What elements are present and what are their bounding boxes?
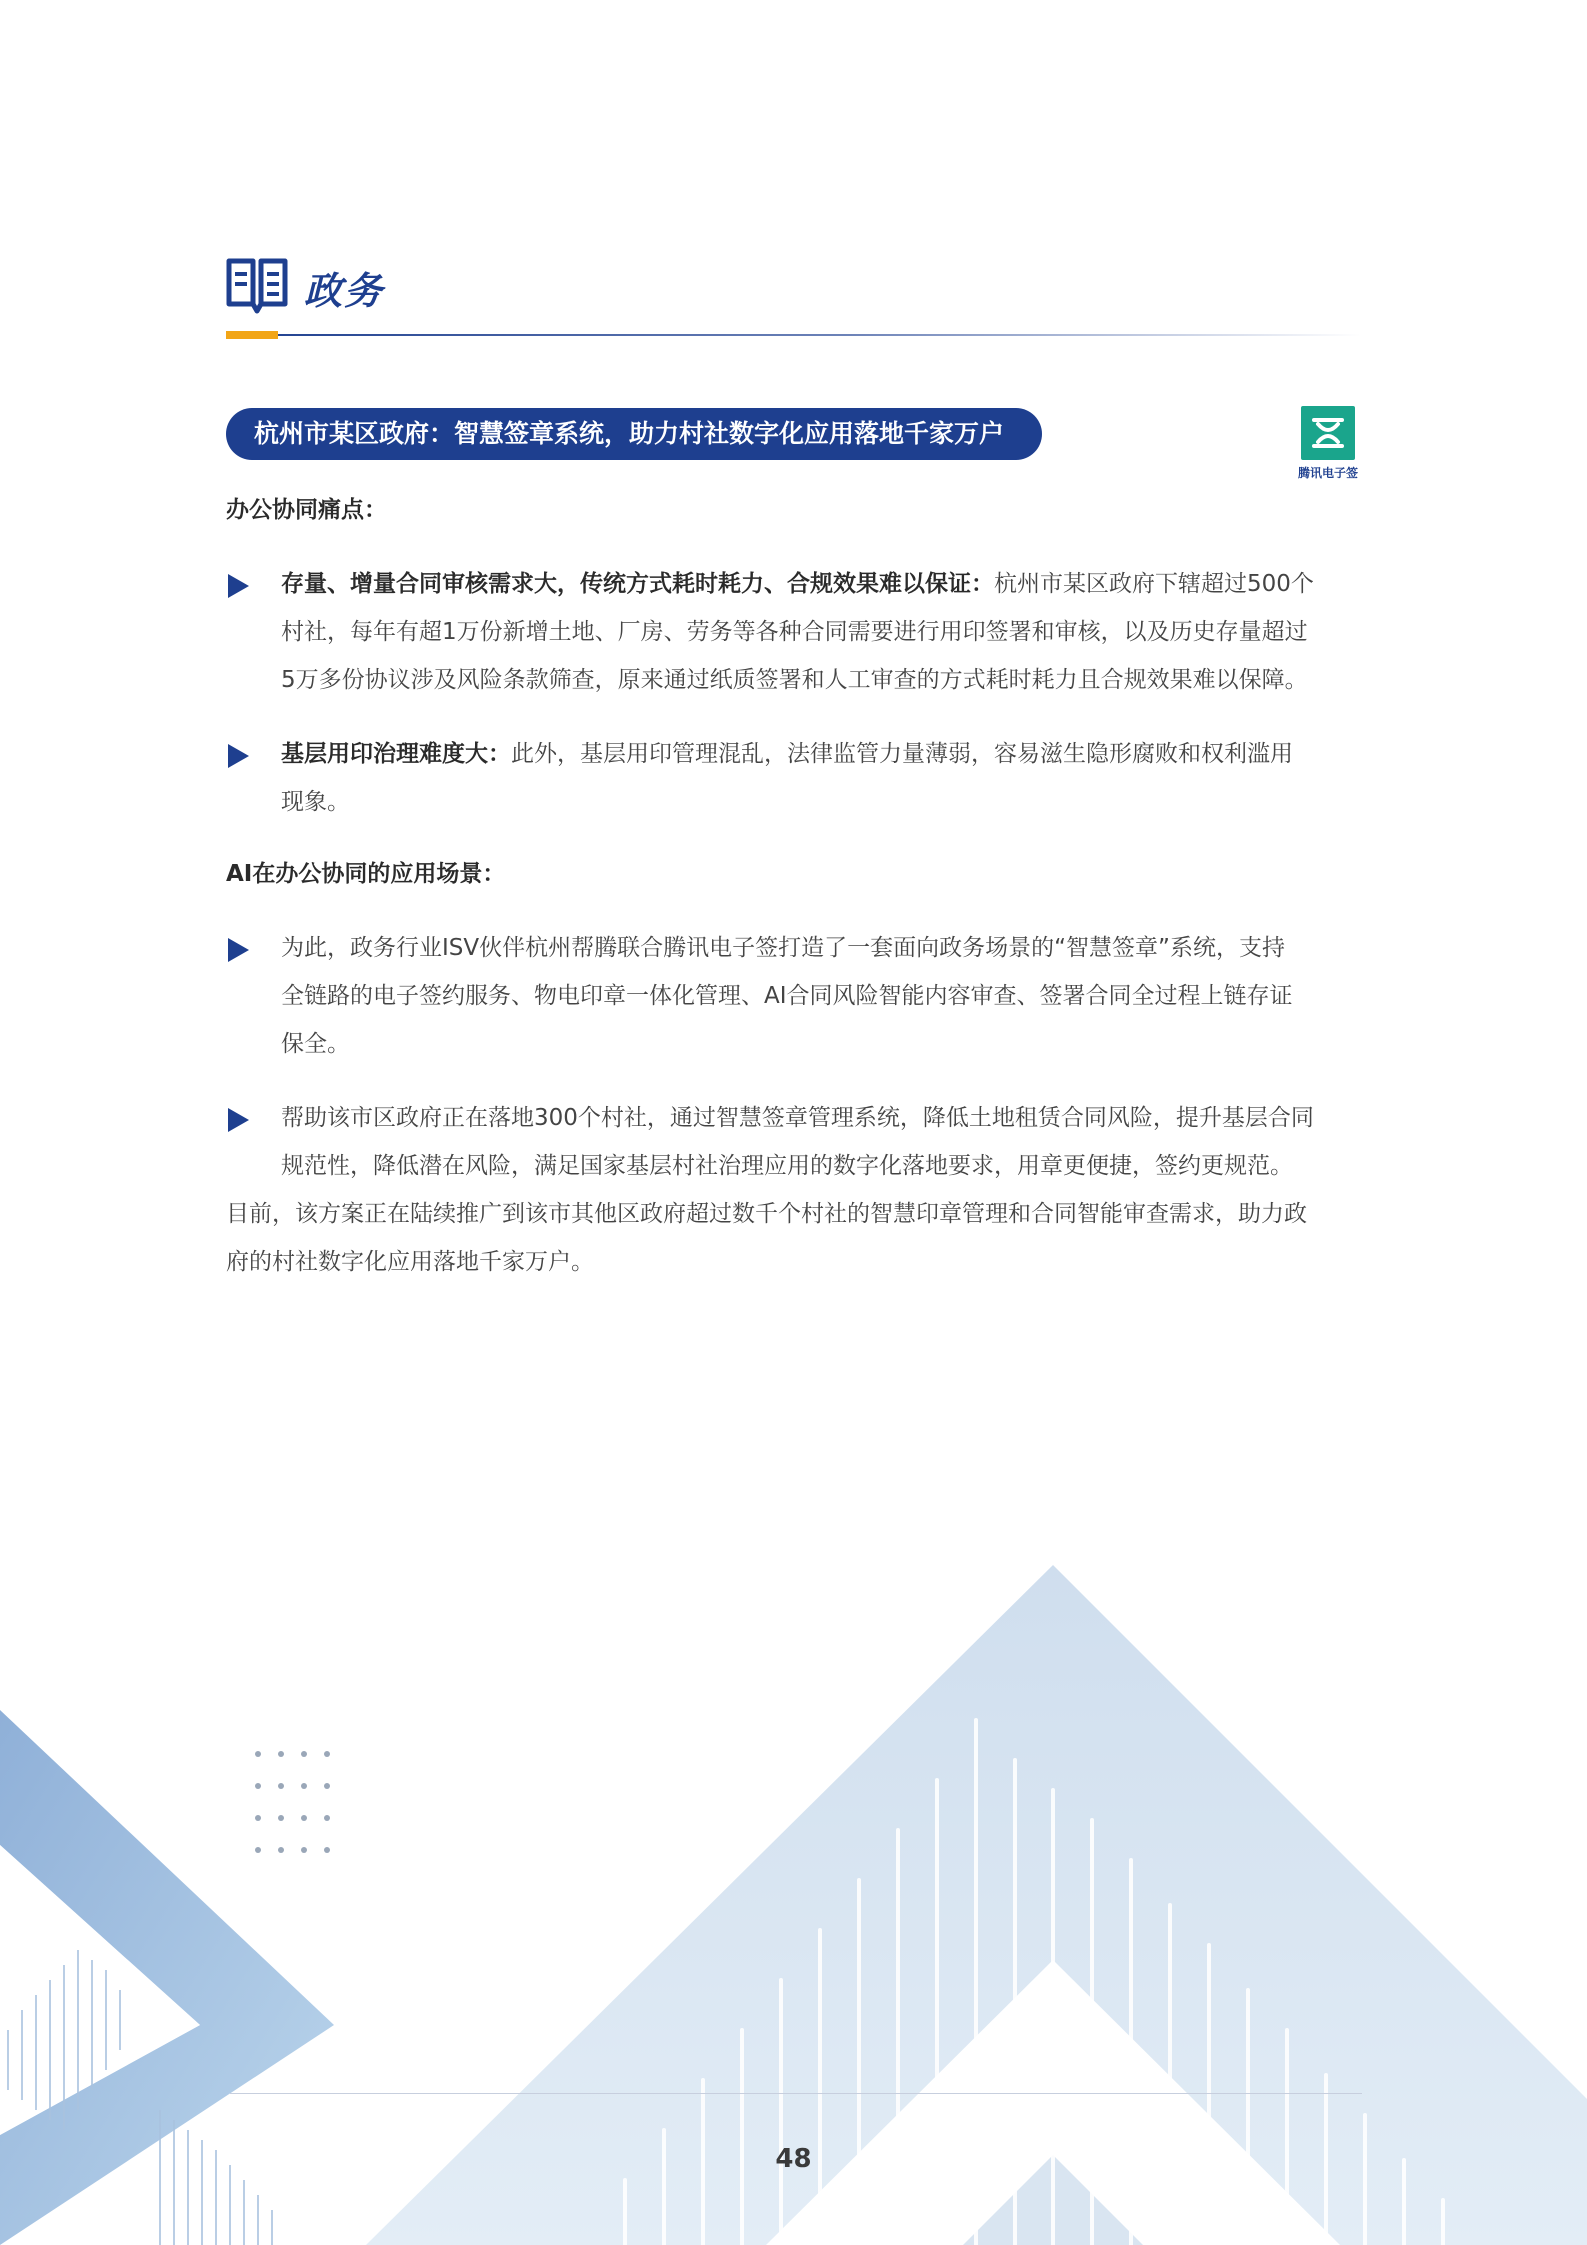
main-content bbox=[226, 486, 1361, 1286]
bullet-text: 规范性，降低潜在风险，满足国家基层村社治理应用的数字化落地要求，用章更便捷，签约更规范。 bbox=[281, 1153, 1293, 1179]
bullet-text: 杭州市某区政府下辖超过500个 bbox=[994, 571, 1314, 597]
conclusion-line: 府的村社数字化应用落地千家万户。 bbox=[226, 1249, 594, 1275]
ai-scenarios-heading: AI在办公协同的应用场景： bbox=[226, 861, 506, 887]
list-item bbox=[226, 730, 1361, 826]
bullet-triangle-icon bbox=[228, 574, 249, 598]
bullet-text: 保全。 bbox=[281, 1031, 350, 1057]
bullet-label: 存量、增量合同审核需求大，传统方式耗时耗力、合规效果难以保证： bbox=[281, 571, 994, 597]
conclusion-line: 目前，该方案正在陆续推广到该市其他区政府超过数千个村社的智慧印章管理和合同智能审查需求，助力政 bbox=[226, 1201, 1307, 1227]
section-title: 政务 bbox=[304, 269, 385, 313]
bullet-text: 全链路的电子签约服务、物电印章一体化管理、AI合同风险智能内容审查、签署合同全过程上链存证 bbox=[281, 983, 1293, 1009]
footer-divider bbox=[230, 2093, 1362, 2094]
list-item bbox=[226, 560, 1361, 704]
brand-name: 腾讯电子签 bbox=[1297, 466, 1358, 480]
page-number: 48 bbox=[775, 2144, 812, 2174]
list-item bbox=[226, 924, 1361, 1068]
pain-points-heading: 办公协同痛点： bbox=[226, 497, 387, 523]
tencent-esign-logo bbox=[1290, 406, 1366, 481]
bullet-triangle-icon bbox=[228, 744, 249, 768]
header-divider bbox=[226, 334, 1361, 336]
list-item bbox=[226, 1094, 1361, 1190]
bullet-text: 现象。 bbox=[281, 789, 350, 815]
bullet-text: 帮助该市区政府正在落地300个村社，通过智慧签章管理系统，降低土地租赁合同风险，提升基层合同 bbox=[281, 1105, 1314, 1131]
bullet-triangle-icon bbox=[228, 1108, 249, 1132]
bullet-text: 此外，基层用印管理混乱，法律监管力量薄弱，容易滋生隐形腐败和权利滥用 bbox=[511, 741, 1293, 767]
tencent-esign-icon bbox=[1301, 406, 1355, 460]
bullet-text: 为此，政务行业ISV伙伴杭州帮腾联合腾讯电子签打造了一套面向政务场景的“智慧签章”系统，支持 bbox=[281, 935, 1285, 961]
ai-scenarios-list bbox=[226, 924, 1361, 1190]
bullet-text: 村社，每年有超1万份新增土地、厂房、劳务等各种合同需要进行用印签署和审核，以及历史存量超过 bbox=[281, 619, 1308, 645]
bullet-text: 5万多份协议涉及风险条款筛查，原来通过纸质签署和人工审查的方式耗时耗力且合规效果难以保障。 bbox=[281, 667, 1308, 693]
case-title: 杭州市某区政府：智慧签章系统，助力村社数字化应用落地千家万户 bbox=[226, 408, 1042, 460]
pain-points-list bbox=[226, 560, 1361, 826]
conclusion-paragraph bbox=[226, 1190, 1361, 1286]
header-accent-bar bbox=[226, 331, 278, 339]
bullet-label: 基层用印治理难度大： bbox=[281, 741, 511, 767]
bullet-triangle-icon bbox=[228, 938, 249, 962]
book-icon bbox=[226, 258, 288, 314]
dot-grid bbox=[255, 1751, 330, 1853]
